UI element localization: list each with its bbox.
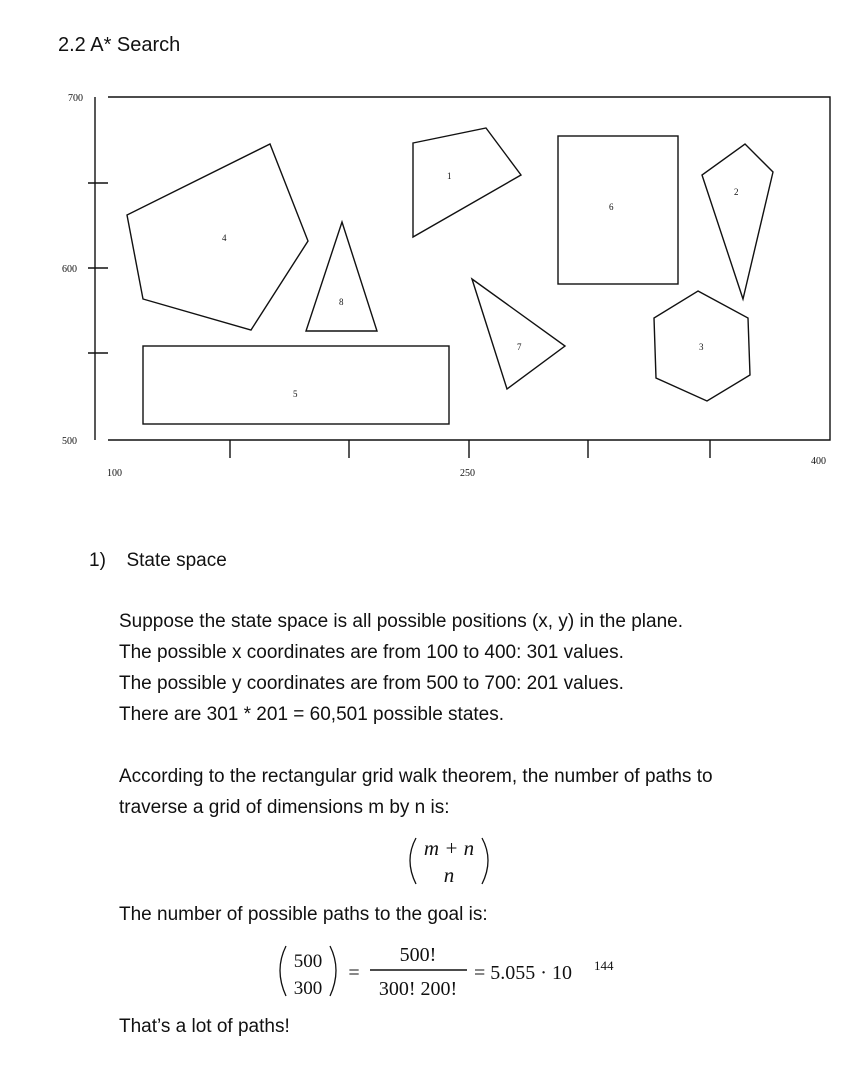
state-space-paragraph [119, 606, 683, 730]
obstacle-label: 7 [517, 342, 522, 352]
formula-exponent: 144 [594, 958, 614, 973]
item-heading: State space [126, 550, 227, 571]
obstacle-label: 4 [222, 233, 227, 243]
binomial-top: m + n [423, 836, 475, 860]
paths-formula [270, 940, 650, 1006]
formula-binom-top: 500 [293, 951, 323, 972]
obstacle-label: 8 [339, 297, 344, 307]
obstacle-label: 1 [447, 171, 452, 181]
obstacle-label: 2 [734, 187, 739, 197]
section-title: 2.2 A* Search [58, 34, 181, 56]
formula-denominator: 300! 200! [378, 978, 458, 1000]
x-tick-label: 400 [811, 456, 826, 467]
obstacle-5 [143, 346, 449, 424]
y-tick-label: 600 [62, 264, 77, 275]
obstacle-7 [472, 279, 565, 389]
item-number: 1) [89, 550, 106, 571]
formula-result: = 5.055 · 10 [474, 962, 572, 984]
paths-intro: The number of possible paths to the goal is: [119, 904, 488, 925]
y-tick-label: 700 [68, 93, 83, 104]
formula-equals: = [348, 962, 360, 984]
binomial-formula [400, 834, 510, 890]
theorem-paragraph [119, 761, 713, 823]
x-tick-label: 250 [460, 468, 475, 479]
state-space-item [89, 545, 227, 576]
obstacle-label: 5 [293, 389, 298, 399]
paragraph-line: According to the rectangular grid walk theorem, the number of paths to [119, 766, 713, 787]
paragraph-line: There are 301 * 201 = 60,501 possible states. [119, 704, 505, 725]
formula-binom-bottom: 300 [293, 978, 323, 999]
x-tick-label: 100 [107, 468, 122, 479]
obstacle-figure [0, 0, 848, 500]
obstacle-2 [702, 144, 773, 299]
obstacle-4 [127, 144, 308, 330]
obstacle-8 [306, 222, 377, 331]
paragraph-line: Suppose the state space is all possible positions (x, y) in the plane. [119, 611, 683, 632]
paragraph-line: The possible x coordinates are from 100 to 400: 301 values. [119, 642, 624, 663]
y-tick-label: 500 [62, 436, 77, 447]
obstacle-label: 3 [699, 342, 704, 352]
paragraph-line: The possible y coordinates are from 500 to 700: 201 values. [119, 673, 624, 694]
obstacle-1 [413, 128, 521, 237]
plot-frame [108, 97, 830, 440]
formula-numerator: 500! [399, 944, 437, 966]
closing-remark: That’s a lot of paths! [119, 1016, 290, 1037]
paragraph-line: traverse a grid of dimensions m by n is: [119, 797, 450, 818]
obstacle-label: 6 [609, 202, 614, 212]
binomial-bottom: n [443, 863, 455, 887]
obstacle-6 [558, 136, 678, 284]
